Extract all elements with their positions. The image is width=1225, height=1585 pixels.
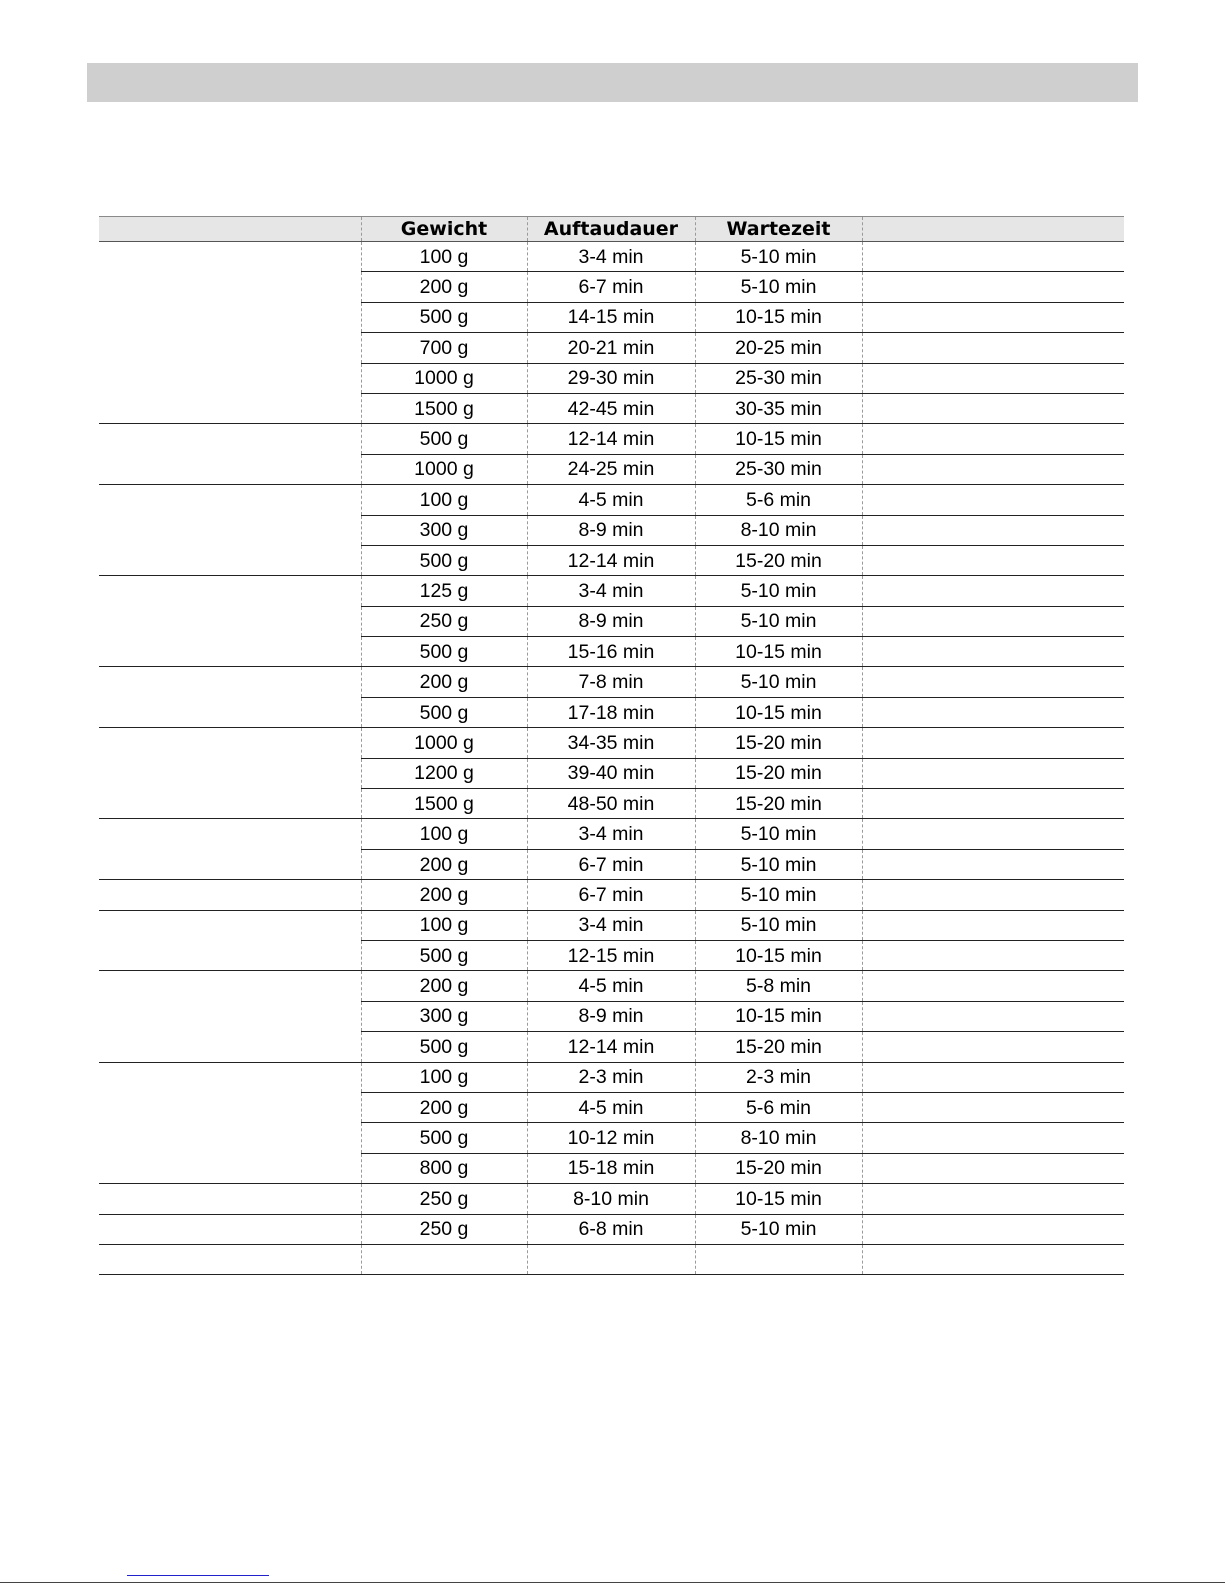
food-cell <box>99 1214 361 1244</box>
duration-cell: 12-14 min <box>527 1032 695 1062</box>
wait-cell: 8-10 min <box>695 515 862 545</box>
table-row <box>99 1001 1124 1031</box>
notes-cell <box>862 515 1124 545</box>
table-row <box>99 1244 1124 1274</box>
notes-cell <box>862 272 1124 302</box>
duration-cell: 6-7 min <box>527 849 695 879</box>
food-cell <box>99 667 361 697</box>
food-cell <box>99 333 361 363</box>
wait-cell: 8-10 min <box>695 1123 862 1153</box>
notes-cell <box>862 454 1124 484</box>
table-row <box>99 789 1124 819</box>
notes-cell <box>862 485 1124 515</box>
notes-cell <box>862 849 1124 879</box>
weight-cell: 500 g <box>361 697 527 727</box>
duration-cell: 8-10 min <box>527 1184 695 1214</box>
duration-cell: 10-12 min <box>527 1123 695 1153</box>
weight-cell: 1000 g <box>361 363 527 393</box>
notes-cell <box>862 242 1124 272</box>
duration-cell: 2-3 min <box>527 1062 695 1092</box>
food-cell <box>99 242 361 272</box>
weight-cell: 200 g <box>361 880 527 910</box>
wait-cell: 5-10 min <box>695 849 862 879</box>
food-cell <box>99 1244 361 1274</box>
food-cell <box>99 1092 361 1122</box>
weight-cell: 500 g <box>361 302 527 332</box>
wait-cell: 5-10 min <box>695 576 862 606</box>
wait-cell: 30-35 min <box>695 393 862 423</box>
notes-cell <box>862 1032 1124 1062</box>
table-row <box>99 424 1124 454</box>
notes-cell <box>862 1184 1124 1214</box>
wait-cell: 2-3 min <box>695 1062 862 1092</box>
notes-cell <box>862 333 1124 363</box>
notes-cell <box>862 819 1124 849</box>
table-row <box>99 606 1124 636</box>
table-row <box>99 940 1124 970</box>
weight-cell: 200 g <box>361 667 527 697</box>
table-row <box>99 758 1124 788</box>
table-row <box>99 637 1124 667</box>
food-cell <box>99 910 361 940</box>
section-header-band <box>87 63 1138 102</box>
weight-cell: 500 g <box>361 1032 527 1062</box>
duration-cell: 6-7 min <box>527 272 695 302</box>
weight-cell: 100 g <box>361 242 527 272</box>
footer-link-underline <box>127 1575 269 1576</box>
duration-cell: 3-4 min <box>527 819 695 849</box>
table-row <box>99 485 1124 515</box>
table-row <box>99 910 1124 940</box>
food-cell <box>99 1062 361 1092</box>
duration-cell: 39-40 min <box>527 758 695 788</box>
table-row <box>99 545 1124 575</box>
food-cell <box>99 1184 361 1214</box>
weight-cell: 300 g <box>361 515 527 545</box>
duration-cell: 42-45 min <box>527 393 695 423</box>
weight-cell: 500 g <box>361 545 527 575</box>
duration-cell: 24-25 min <box>527 454 695 484</box>
notes-cell <box>862 1214 1124 1244</box>
duration-cell: 8-9 min <box>527 606 695 636</box>
food-cell <box>99 637 361 667</box>
duration-cell: 48-50 min <box>527 789 695 819</box>
notes-cell <box>862 576 1124 606</box>
duration-cell: 15-18 min <box>527 1153 695 1183</box>
food-cell <box>99 940 361 970</box>
weight-cell: 200 g <box>361 971 527 1001</box>
notes-cell <box>862 697 1124 727</box>
food-cell <box>99 819 361 849</box>
table-row <box>99 242 1124 272</box>
duration-cell: 12-15 min <box>527 940 695 970</box>
notes-cell <box>862 424 1124 454</box>
wait-cell <box>695 1244 862 1274</box>
wait-cell: 10-15 min <box>695 697 862 727</box>
table-header-row <box>99 217 1124 242</box>
food-cell <box>99 697 361 727</box>
wait-cell: 5-10 min <box>695 910 862 940</box>
duration-cell <box>527 1244 695 1274</box>
food-cell <box>99 545 361 575</box>
duration-cell: 4-5 min <box>527 971 695 1001</box>
table-row <box>99 697 1124 727</box>
table-row <box>99 728 1124 758</box>
food-cell <box>99 363 361 393</box>
food-cell <box>99 758 361 788</box>
table-row <box>99 819 1124 849</box>
duration-cell: 4-5 min <box>527 485 695 515</box>
table-row <box>99 302 1124 332</box>
wait-cell: 15-20 min <box>695 728 862 758</box>
notes-cell <box>862 910 1124 940</box>
food-cell <box>99 1123 361 1153</box>
wait-cell: 5-10 min <box>695 606 862 636</box>
weight-cell: 100 g <box>361 1062 527 1092</box>
duration-cell: 12-14 min <box>527 424 695 454</box>
table-row <box>99 667 1124 697</box>
wait-cell: 5-6 min <box>695 1092 862 1122</box>
weight-cell <box>361 1244 527 1274</box>
weight-cell: 1500 g <box>361 393 527 423</box>
weight-cell: 250 g <box>361 1184 527 1214</box>
notes-cell <box>862 363 1124 393</box>
table-row <box>99 971 1124 1001</box>
wait-cell: 25-30 min <box>695 363 862 393</box>
table-row <box>99 333 1124 363</box>
wait-cell: 10-15 min <box>695 302 862 332</box>
food-cell <box>99 1153 361 1183</box>
duration-cell: 17-18 min <box>527 697 695 727</box>
header-duration: Auftaudauer <box>527 217 695 242</box>
duration-cell: 8-9 min <box>527 1001 695 1031</box>
food-cell <box>99 971 361 1001</box>
duration-cell: 3-4 min <box>527 242 695 272</box>
food-cell <box>99 393 361 423</box>
duration-cell: 6-8 min <box>527 1214 695 1244</box>
notes-cell <box>862 789 1124 819</box>
table-row <box>99 1032 1124 1062</box>
header-food <box>99 217 361 242</box>
wait-cell: 5-8 min <box>695 971 862 1001</box>
wait-cell: 10-15 min <box>695 424 862 454</box>
duration-cell: 6-7 min <box>527 880 695 910</box>
table-row <box>99 1092 1124 1122</box>
duration-cell: 7-8 min <box>527 667 695 697</box>
notes-cell <box>862 1244 1124 1274</box>
food-cell <box>99 272 361 302</box>
table-row <box>99 515 1124 545</box>
food-cell <box>99 1032 361 1062</box>
wait-cell: 5-10 min <box>695 667 862 697</box>
table-row <box>99 1062 1124 1092</box>
weight-cell: 1000 g <box>361 728 527 758</box>
duration-cell: 15-16 min <box>527 637 695 667</box>
food-cell <box>99 880 361 910</box>
wait-cell: 20-25 min <box>695 333 862 363</box>
table-row <box>99 393 1124 423</box>
weight-cell: 125 g <box>361 576 527 606</box>
table-row <box>99 272 1124 302</box>
wait-cell: 15-20 min <box>695 789 862 819</box>
notes-cell <box>862 302 1124 332</box>
notes-cell <box>862 667 1124 697</box>
weight-cell: 700 g <box>361 333 527 363</box>
notes-cell <box>862 1001 1124 1031</box>
table-row <box>99 576 1124 606</box>
wait-cell: 5-10 min <box>695 242 862 272</box>
weight-cell: 100 g <box>361 910 527 940</box>
notes-cell <box>862 728 1124 758</box>
weight-cell: 200 g <box>361 849 527 879</box>
footer-rule <box>0 1582 1225 1583</box>
weight-cell: 500 g <box>361 424 527 454</box>
header-wait: Wartezeit <box>695 217 862 242</box>
wait-cell: 10-15 min <box>695 940 862 970</box>
notes-cell <box>862 637 1124 667</box>
wait-cell: 5-6 min <box>695 485 862 515</box>
weight-cell: 200 g <box>361 272 527 302</box>
food-cell <box>99 789 361 819</box>
food-cell <box>99 849 361 879</box>
duration-cell: 3-4 min <box>527 576 695 606</box>
wait-cell: 10-15 min <box>695 1184 862 1214</box>
weight-cell: 250 g <box>361 606 527 636</box>
wait-cell: 10-15 min <box>695 1001 862 1031</box>
duration-cell: 34-35 min <box>527 728 695 758</box>
weight-cell: 1000 g <box>361 454 527 484</box>
notes-cell <box>862 1062 1124 1092</box>
notes-cell <box>862 1153 1124 1183</box>
duration-cell: 8-9 min <box>527 515 695 545</box>
table-row <box>99 849 1124 879</box>
food-cell <box>99 1001 361 1031</box>
wait-cell: 5-10 min <box>695 1214 862 1244</box>
notes-cell <box>862 1123 1124 1153</box>
wait-cell: 5-10 min <box>695 880 862 910</box>
wait-cell: 15-20 min <box>695 545 862 575</box>
food-cell <box>99 424 361 454</box>
food-cell <box>99 576 361 606</box>
wait-cell: 10-15 min <box>695 637 862 667</box>
table-row <box>99 1214 1124 1244</box>
duration-cell: 4-5 min <box>527 1092 695 1122</box>
wait-cell: 25-30 min <box>695 454 862 484</box>
table-row <box>99 1123 1124 1153</box>
food-cell <box>99 485 361 515</box>
duration-cell: 20-21 min <box>527 333 695 363</box>
food-cell <box>99 454 361 484</box>
wait-cell: 5-10 min <box>695 272 862 302</box>
food-cell <box>99 302 361 332</box>
table-row <box>99 363 1124 393</box>
food-cell <box>99 606 361 636</box>
weight-cell: 500 g <box>361 940 527 970</box>
duration-cell: 12-14 min <box>527 545 695 575</box>
notes-cell <box>862 971 1124 1001</box>
duration-cell: 3-4 min <box>527 910 695 940</box>
food-cell <box>99 515 361 545</box>
defrost-table <box>99 216 1124 1275</box>
table-row <box>99 880 1124 910</box>
food-cell <box>99 728 361 758</box>
weight-cell: 100 g <box>361 819 527 849</box>
weight-cell: 300 g <box>361 1001 527 1031</box>
weight-cell: 1500 g <box>361 789 527 819</box>
table-row <box>99 1184 1124 1214</box>
notes-cell <box>862 1092 1124 1122</box>
weight-cell: 500 g <box>361 1123 527 1153</box>
weight-cell: 800 g <box>361 1153 527 1183</box>
notes-cell <box>862 880 1124 910</box>
duration-cell: 14-15 min <box>527 302 695 332</box>
weight-cell: 200 g <box>361 1092 527 1122</box>
wait-cell: 5-10 min <box>695 819 862 849</box>
notes-cell <box>862 393 1124 423</box>
wait-cell: 15-20 min <box>695 1153 862 1183</box>
weight-cell: 500 g <box>361 637 527 667</box>
table-body <box>99 242 1124 1275</box>
header-weight: Gewicht <box>361 217 527 242</box>
notes-cell <box>862 940 1124 970</box>
wait-cell: 15-20 min <box>695 758 862 788</box>
notes-cell <box>862 545 1124 575</box>
weight-cell: 1200 g <box>361 758 527 788</box>
table-row <box>99 1153 1124 1183</box>
table-row <box>99 454 1124 484</box>
header-notes <box>862 217 1124 242</box>
weight-cell: 250 g <box>361 1214 527 1244</box>
wait-cell: 15-20 min <box>695 1032 862 1062</box>
weight-cell: 100 g <box>361 485 527 515</box>
notes-cell <box>862 758 1124 788</box>
duration-cell: 29-30 min <box>527 363 695 393</box>
notes-cell <box>862 606 1124 636</box>
